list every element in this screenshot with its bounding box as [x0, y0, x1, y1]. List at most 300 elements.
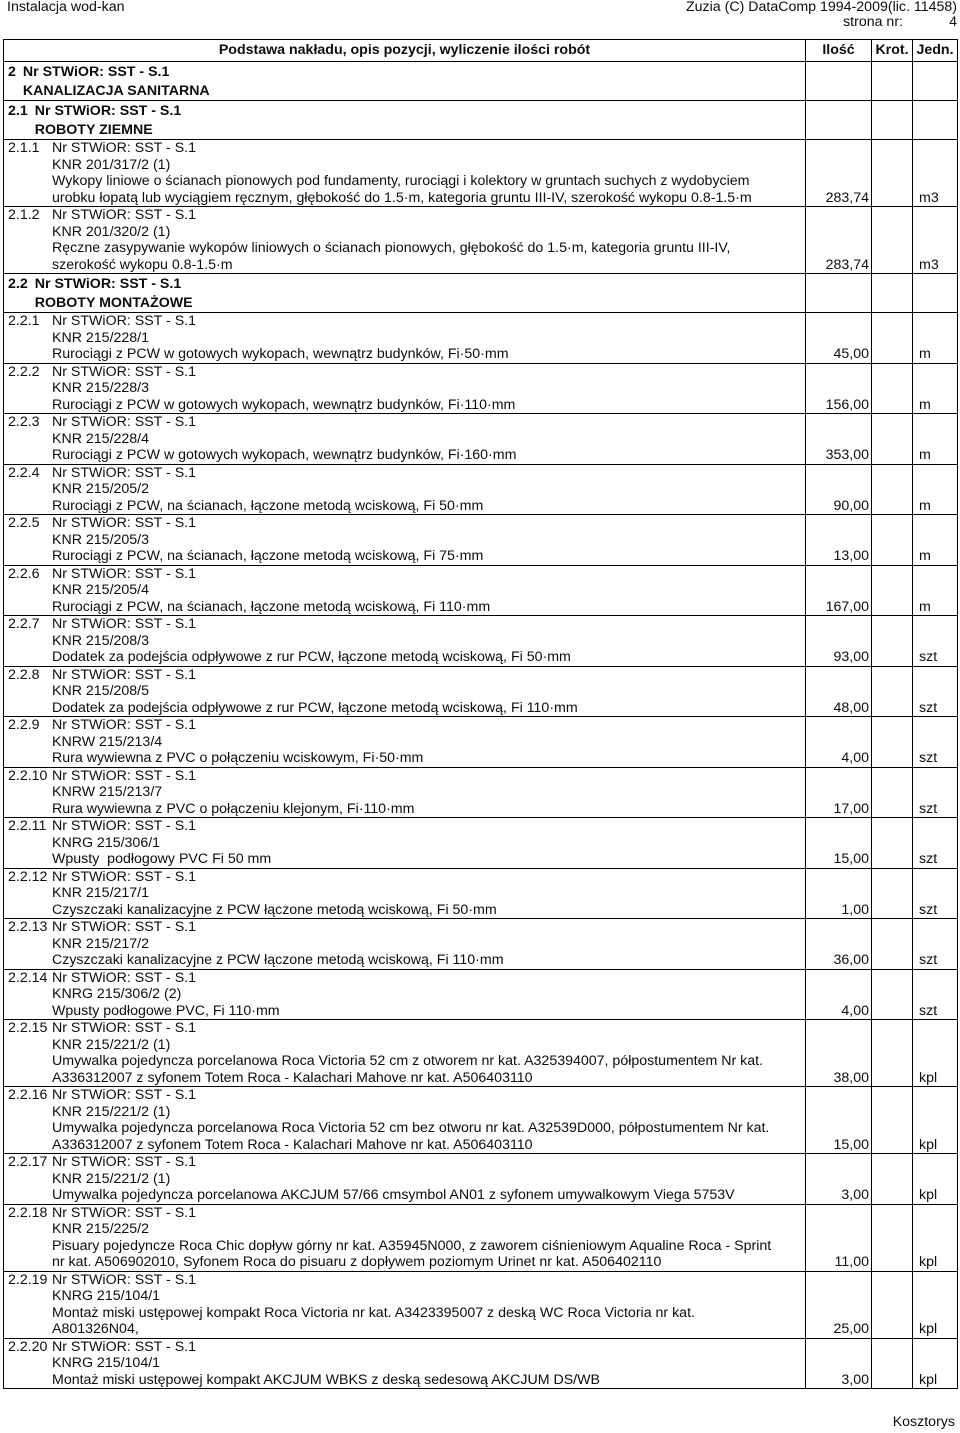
item-multiplier-cell [871, 616, 912, 666]
section-row [4, 101, 957, 140]
item-unit: kpl [919, 1069, 938, 1086]
section-title: ROBOTY ZIEMNE [34, 121, 153, 138]
item-row [4, 818, 957, 869]
item-basis: KNR 215/208/3 [52, 632, 150, 649]
item-multiplier-cell [871, 667, 912, 717]
item-basis: KNRW 215/213/4 [52, 733, 163, 750]
item-row [4, 970, 957, 1021]
item-quantity-cell [805, 667, 871, 717]
item-basis: KNR 215/221/2 (1) [52, 1036, 171, 1053]
item-description-cell [48, 1272, 805, 1338]
item-unit: szt [919, 800, 938, 817]
item-description-cell [48, 1339, 805, 1389]
item-unit-cell [912, 1020, 957, 1086]
item-basis: KNRG 215/306/2 (2) [52, 986, 182, 1002]
section-heading [4, 274, 805, 312]
item-unit: kpl [919, 1187, 938, 1203]
item-code: Nr STWiOR: SST - S.1 [52, 515, 196, 531]
section-multiplier-cell [871, 274, 912, 312]
item-row [4, 515, 957, 566]
item-quantity-cell [805, 414, 871, 464]
item-number: 2.2.1 [8, 313, 40, 329]
section-row [4, 274, 957, 313]
item-description-cell [48, 140, 805, 206]
item-row [4, 1154, 957, 1205]
item-number: 2.2.8 [8, 666, 40, 683]
item-unit: kpl [919, 1371, 938, 1388]
item-code: Nr STWiOR: SST - S.1 [52, 666, 196, 683]
item-row [4, 414, 957, 465]
item-description-line: szerokość wykopu 0.8-1.5·m [52, 256, 233, 273]
item-basis: KNR 215/205/2 [52, 481, 150, 497]
page-number: 4 [949, 14, 957, 30]
item-unit-cell [912, 717, 957, 767]
item-number: 2.2.17 [8, 1154, 48, 1170]
item-code: Nr STWiOR: SST - S.1 [52, 363, 196, 380]
section-row [4, 62, 957, 101]
section-unit-cell [912, 62, 957, 100]
section-text [23, 63, 210, 100]
item-number-cell [4, 717, 48, 767]
section-text [35, 102, 182, 139]
item-quantity-cell [805, 616, 871, 666]
item-description-line: A801326N04, [52, 1321, 139, 1337]
item-number-cell [4, 414, 48, 464]
section-number: 2 [8, 64, 16, 80]
item-description-line: Rurociągi z PCW w gotowych wykopach, wewnątrz budynków, Fi·110·mm [52, 396, 516, 413]
item-quantity: 36,00 [833, 952, 869, 968]
item-multiplier-cell [871, 364, 912, 414]
cost-estimate-table [3, 39, 958, 1389]
item-description-line: Dodatek za podejścia odpływowe z rur PCW, łączone metodą wciskową, Fi 110·mm [52, 699, 578, 716]
item-description-line: Montaż miski ustępowej kompakt AKCJUM WBKS z deską sedesową AKCJUM DS/WB [52, 1371, 600, 1388]
item-number: 2.2.5 [8, 515, 40, 531]
column-header-quantity: Ilość [805, 40, 871, 61]
item-unit: kpl [919, 1136, 938, 1153]
item-description-line: Umywalka pojedyncza porcelanowa Roca Victoria 52 cm z otworem nr kat. A325394007, półpostumentem Nr kat. [52, 1053, 764, 1069]
item-unit: m [919, 497, 931, 514]
item-quantity: 3,00 [841, 1187, 869, 1203]
item-number-cell [4, 818, 48, 868]
item-multiplier-cell [871, 1154, 912, 1204]
item-number-cell [4, 207, 48, 273]
item-unit: m3 [919, 189, 939, 206]
item-number-cell [4, 140, 48, 206]
item-number-cell [4, 616, 48, 666]
item-number-cell [4, 1154, 48, 1204]
item-number: 2.2.3 [8, 414, 40, 430]
item-row [4, 566, 957, 617]
software-notice: Zuzia (C) DataComp 1994-2009(lic. 11458) [685, 0, 957, 15]
item-unit: szt [919, 1002, 938, 1019]
section-heading [4, 101, 805, 139]
item-unit: m [919, 447, 931, 463]
item-description-cell [48, 1020, 805, 1086]
item-basis: KNR 215/221/2 (1) [52, 1170, 171, 1187]
item-number-cell [4, 970, 48, 1020]
item-quantity: 93,00 [833, 649, 869, 665]
item-row [4, 919, 957, 970]
table-header-row [4, 40, 957, 62]
item-description-line: Dodatek za podejścia odpływowe z rur PCW, łączone metodą wciskową, Fi 50·mm [52, 649, 571, 665]
item-quantity-cell [805, 140, 871, 206]
item-quantity: 283,74 [825, 189, 869, 206]
item-row [4, 768, 957, 819]
item-unit: szt [919, 699, 938, 716]
item-description-cell [48, 465, 805, 515]
item-multiplier-cell [871, 515, 912, 565]
item-description-cell [48, 313, 805, 363]
item-quantity: 4,00 [841, 1002, 869, 1019]
item-quantity: 15,00 [833, 851, 869, 867]
item-quantity-cell [805, 768, 871, 818]
item-number-cell [4, 1272, 48, 1338]
item-description-line: Wykopy liniowe o ścianach pionowych pod fundamenty, rurociągi i kolektory w gruntach suchych z wydobyciem [52, 173, 750, 189]
item-unit: szt [919, 649, 938, 665]
item-description-cell [48, 869, 805, 919]
item-quantity-cell [805, 1272, 871, 1338]
item-description-cell [48, 1205, 805, 1271]
item-description-cell [48, 616, 805, 666]
item-unit-cell [912, 919, 957, 969]
item-number: 2.2.13 [8, 919, 48, 935]
item-unit: szt [919, 851, 938, 867]
item-multiplier-cell [871, 207, 912, 273]
section-text [35, 275, 193, 312]
item-description-line: Umywalka pojedyncza porcelanowa AKCJUM 57/66 cmsymbol AN01 z syfonem umywalkowym Viega 5753V [52, 1187, 735, 1203]
item-number-cell [4, 869, 48, 919]
item-quantity: 90,00 [833, 497, 869, 514]
section-quantity-cell [805, 62, 871, 100]
section-code: Nr STWiOR: SST - S.1 [34, 276, 182, 292]
item-multiplier-cell [871, 140, 912, 206]
item-basis: KNRW 215/213/7 [52, 784, 163, 800]
item-description-cell [48, 818, 805, 868]
item-basis: KNR 201/317/2 (1) [52, 156, 171, 173]
item-description-cell [48, 717, 805, 767]
item-quantity: 17,00 [833, 800, 869, 817]
document-type-footer: Kosztorys [892, 1414, 955, 1430]
item-number-cell [4, 1020, 48, 1086]
item-quantity-cell [805, 1154, 871, 1204]
item-number-cell [4, 515, 48, 565]
item-number: 2.2.4 [8, 464, 40, 481]
section-heading [4, 62, 805, 100]
item-description-line: Umywalka pojedyncza porcelanowa Roca Victoria 52 cm bez otworu nr kat. A32539D000, półpostumentem Nr kat. [52, 1120, 770, 1136]
item-code: Nr STWiOR: SST - S.1 [52, 1154, 196, 1170]
item-row [4, 465, 957, 516]
item-row [4, 869, 957, 920]
item-row [4, 1205, 957, 1272]
section-multiplier-cell [871, 62, 912, 100]
item-description-line: A336312007 z syfonem Totem Roca - Kalachari Mahove nr kat. A506403110 [52, 1136, 533, 1153]
item-number-cell [4, 1339, 48, 1389]
item-quantity-cell [805, 313, 871, 363]
item-unit-cell [912, 414, 957, 464]
item-description-cell [48, 970, 805, 1020]
item-multiplier-cell [871, 1339, 912, 1389]
item-description-line: Rura wywiewna z PVC o połączeniu wciskowym, Fi·50·mm [52, 750, 424, 766]
item-number: 2.2.18 [8, 1204, 48, 1221]
item-code: Nr STWiOR: SST - S.1 [52, 313, 196, 329]
item-number: 2.2.10 [8, 767, 48, 784]
item-description-line: A336312007 z syfonem Totem Roca - Kalachari Mahove nr kat. A506403110 [52, 1069, 533, 1086]
item-unit: szt [919, 952, 938, 968]
item-row [4, 616, 957, 667]
item-multiplier-cell [871, 313, 912, 363]
item-quantity-cell [805, 465, 871, 515]
item-quantity: 15,00 [833, 1136, 869, 1153]
item-description-line: urobku łopatą lub wyciągiem ręcznym, głębokość do 1.5·m, kategoria gruntu III-IV, szerokość wykopu 0.8-1.5·m [52, 189, 752, 206]
section-number: 2.1 [8, 103, 28, 119]
item-description-cell [48, 919, 805, 969]
item-number: 2.2.6 [8, 565, 40, 582]
item-code: Nr STWiOR: SST - S.1 [52, 207, 196, 223]
item-multiplier-cell [871, 818, 912, 868]
section-unit-cell [912, 274, 957, 312]
item-basis: KNRG 215/104/1 [52, 1288, 161, 1304]
item-description-cell [48, 667, 805, 717]
item-description-line: Rurociągi z PCW w gotowych wykopach, wewnątrz budynków, Fi·160·mm [52, 447, 517, 463]
item-basis: KNR 215/217/2 [52, 935, 150, 952]
section-code: Nr STWiOR: SST - S.1 [22, 64, 170, 80]
item-multiplier-cell [871, 1272, 912, 1338]
item-quantity: 25,00 [833, 1321, 869, 1337]
item-basis: KNR 215/208/5 [52, 683, 150, 699]
item-multiplier-cell [871, 465, 912, 515]
item-row [4, 207, 957, 274]
item-unit: kpl [919, 1321, 938, 1337]
item-description-cell [48, 414, 805, 464]
item-code: Nr STWiOR: SST - S.1 [52, 969, 196, 986]
item-multiplier-cell [871, 1205, 912, 1271]
item-number: 2.2.15 [8, 1020, 48, 1036]
item-quantity-cell [805, 566, 871, 616]
item-code: Nr STWiOR: SST - S.1 [52, 1271, 196, 1288]
item-number: 2.2.19 [8, 1271, 48, 1288]
item-number: 2.2.14 [8, 969, 48, 986]
item-row [4, 1339, 957, 1390]
item-unit-cell [912, 313, 957, 363]
item-quantity: 353,00 [825, 447, 869, 463]
item-multiplier-cell [871, 869, 912, 919]
item-number-cell [4, 1205, 48, 1271]
column-header-description: Podstawa nakładu, opis pozycji, wyliczenie ilości robót [218, 42, 591, 58]
item-basis: KNRG 215/306/1 [52, 834, 161, 851]
item-quantity: 1,00 [841, 901, 869, 918]
item-row [4, 1272, 957, 1339]
item-multiplier-cell [871, 970, 912, 1020]
item-quantity-cell [805, 1020, 871, 1086]
item-number: 2.2.11 [8, 818, 47, 834]
item-quantity: 3,00 [841, 1371, 869, 1388]
item-number: 2.1.1 [8, 140, 40, 156]
item-unit-cell [912, 364, 957, 414]
item-number-cell [4, 919, 48, 969]
item-code: Nr STWiOR: SST - S.1 [52, 767, 196, 784]
item-unit-cell [912, 667, 957, 717]
item-basis: KNR 215/225/2 [52, 1221, 150, 1237]
item-code: Nr STWiOR: SST - S.1 [52, 717, 196, 733]
item-description-line: Rurociągi z PCW, na ścianach, łączone metodą wciskową, Fi 50·mm [52, 497, 484, 514]
item-description-line: nr kat. A506902010, Syfonem Roca do pisuaru z dopływem poziomym Urinet nr kat. A506402110 [52, 1254, 662, 1270]
item-unit: m [919, 346, 931, 362]
item-description-line: Wpusty podłogowy PVC Fi 50 mm [52, 851, 272, 867]
item-description-cell [48, 1087, 805, 1153]
item-code: Nr STWiOR: SST - S.1 [52, 616, 196, 632]
item-unit: m [919, 396, 931, 413]
table-body [4, 62, 957, 1389]
column-header-unit: Jedn. [912, 40, 957, 61]
section-title: ROBOTY MONTAŻOWE [34, 294, 193, 311]
item-description-line: Pisuary pojedyncze Roca Chic dopływ górny nr kat. A35945N000, z zaworem ciśnieniowym Aqualine Roca - Sprint [52, 1237, 772, 1254]
item-quantity-cell [805, 818, 871, 868]
section-title: KANALIZACJA SANITARNA [22, 82, 210, 99]
item-unit-cell [912, 140, 957, 206]
page-number-label: strona nr: [843, 14, 903, 30]
item-description-line: Rurociągi z PCW, na ścianach, łączone metodą wciskową, Fi 110·mm [52, 598, 491, 615]
item-basis: KNR 215/228/3 [52, 380, 150, 396]
item-description-cell [48, 515, 805, 565]
item-multiplier-cell [871, 414, 912, 464]
project-name: Instalacja wod-kan [7, 0, 125, 15]
item-unit-cell [912, 1087, 957, 1153]
section-multiplier-cell [871, 101, 912, 139]
item-code: Nr STWiOR: SST - S.1 [52, 1020, 196, 1036]
item-description-line: Czyszczaki kanalizacyjne z PCW łączone metodą wciskową, Fi 110·mm [52, 952, 504, 968]
item-description-cell [48, 1154, 805, 1204]
item-multiplier-cell [871, 1020, 912, 1086]
item-number: 2.2.12 [8, 868, 48, 885]
item-multiplier-cell [871, 1087, 912, 1153]
item-description-line: Rurociągi z PCW, na ścianach, łączone metodą wciskową, Fi 75·mm [52, 548, 484, 564]
item-multiplier-cell [871, 717, 912, 767]
item-unit: kpl [919, 1254, 938, 1270]
column-header-multiplier: Krot. [871, 40, 912, 61]
item-code: Nr STWiOR: SST - S.1 [52, 1087, 196, 1103]
item-description-line: Montaż miski ustępowej kompakt Roca Victoria nr kat. A3423395007 z deską WC Roca Victoria nr kat. [52, 1304, 695, 1321]
item-unit-cell [912, 869, 957, 919]
item-quantity: 156,00 [825, 396, 869, 413]
item-number-cell [4, 667, 48, 717]
item-row [4, 1020, 957, 1087]
item-quantity: 167,00 [825, 598, 869, 615]
item-number: 2.2.20 [8, 1338, 48, 1355]
item-unit-cell [912, 465, 957, 515]
section-unit-cell [912, 101, 957, 139]
item-unit: m [919, 598, 931, 615]
item-unit-cell [912, 515, 957, 565]
item-quantity-cell [805, 717, 871, 767]
item-description-line: Czyszczaki kanalizacyjne z PCW łączone metodą wciskową, Fi 50·mm [52, 901, 497, 918]
item-number: 2.2.16 [8, 1087, 48, 1103]
section-quantity-cell [805, 101, 871, 139]
item-code: Nr STWiOR: SST - S.1 [52, 464, 196, 481]
item-unit: szt [919, 901, 938, 918]
item-unit-cell [912, 1154, 957, 1204]
item-number-cell [4, 566, 48, 616]
item-quantity: 38,00 [833, 1069, 869, 1086]
item-code: Nr STWiOR: SST - S.1 [52, 868, 196, 885]
item-unit-cell [912, 1272, 957, 1338]
item-unit-cell [912, 566, 957, 616]
item-row [4, 1087, 957, 1154]
item-basis: KNR 215/205/3 [52, 531, 150, 548]
item-quantity-cell [805, 919, 871, 969]
item-unit-cell [912, 1205, 957, 1271]
item-unit: szt [919, 750, 938, 766]
item-row [4, 717, 957, 768]
item-description-line: Rurociągi z PCW w gotowych wykopach, wewnątrz budynków, Fi·50·mm [52, 346, 509, 362]
item-description-cell [48, 566, 805, 616]
item-code: Nr STWiOR: SST - S.1 [52, 414, 196, 430]
item-quantity-cell [805, 869, 871, 919]
item-quantity: 45,00 [833, 346, 869, 362]
item-number-cell [4, 1087, 48, 1153]
item-quantity-cell [805, 207, 871, 273]
item-description-cell [48, 768, 805, 818]
item-description-cell [48, 207, 805, 273]
item-description-line: Wpusty podłogowe PVC, Fi 110·mm [52, 1002, 280, 1019]
item-quantity: 48,00 [833, 699, 869, 716]
item-quantity: 283,74 [825, 256, 869, 273]
item-number-cell [4, 768, 48, 818]
item-quantity-cell [805, 1205, 871, 1271]
item-unit-cell [912, 768, 957, 818]
item-code: Nr STWiOR: SST - S.1 [52, 1338, 196, 1355]
item-multiplier-cell [871, 768, 912, 818]
item-number: 2.1.2 [8, 207, 40, 223]
item-unit-cell [912, 207, 957, 273]
item-basis: KNR 215/205/4 [52, 582, 150, 598]
item-quantity: 4,00 [841, 750, 869, 766]
item-code: Nr STWiOR: SST - S.1 [52, 818, 196, 834]
section-code: Nr STWiOR: SST - S.1 [34, 103, 182, 119]
item-unit: m3 [919, 256, 939, 273]
item-row [4, 364, 957, 415]
item-basis: KNRG 215/104/1 [52, 1355, 161, 1371]
item-multiplier-cell [871, 566, 912, 616]
item-number: 2.2.7 [8, 616, 40, 632]
item-code: Nr STWiOR: SST - S.1 [52, 1204, 196, 1221]
item-number: 2.2.2 [8, 363, 40, 380]
item-number: 2.2.9 [8, 717, 40, 733]
item-description-line: Ręczne zasypywanie wykopów liniowych o ścianach pionowych, głębokość do 1.5·m, kategoria gruntu III-IV, [52, 240, 731, 256]
item-multiplier-cell [871, 919, 912, 969]
item-description-line: Rura wywiewna z PVC o połączeniu klejonym, Fi·110·mm [52, 800, 415, 817]
item-row [4, 667, 957, 718]
item-unit-cell [912, 970, 957, 1020]
item-code: Nr STWiOR: SST - S.1 [52, 919, 196, 935]
section-quantity-cell [805, 274, 871, 312]
item-number-cell [4, 465, 48, 515]
item-quantity-cell [805, 1087, 871, 1153]
item-number-cell [4, 364, 48, 414]
item-code: Nr STWiOR: SST - S.1 [52, 565, 196, 582]
item-quantity-cell [805, 364, 871, 414]
item-description-cell [48, 364, 805, 414]
item-row [4, 140, 957, 207]
item-unit-cell [912, 616, 957, 666]
item-basis: KNR 201/320/2 (1) [52, 223, 171, 240]
item-basis: KNR 215/217/1 [52, 885, 150, 901]
item-unit-cell [912, 818, 957, 868]
item-basis: KNR 215/221/2 (1) [52, 1103, 171, 1120]
section-number: 2.2 [8, 276, 28, 292]
item-quantity-cell [805, 970, 871, 1020]
item-unit: m [919, 548, 931, 564]
item-number-cell [4, 313, 48, 363]
